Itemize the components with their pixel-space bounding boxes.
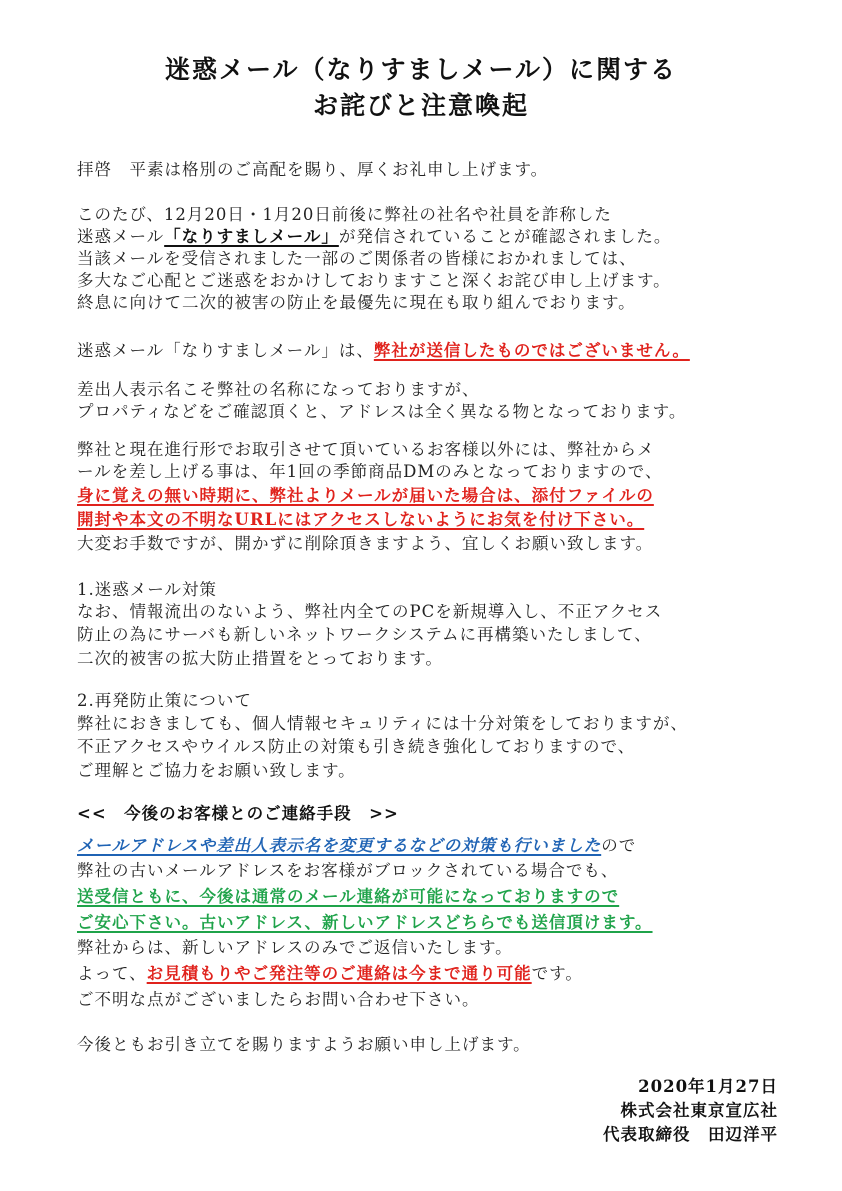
para1-line-2 [77,223,671,247]
para1-line-5: 終息に向けて二次的被害の防止を最優先に現在も取り組んでおります。 [77,293,636,312]
signature-date: 2020年1月27日 [638,1077,778,1096]
contact-l6-pre: よって、 [77,964,147,983]
not-sent-by-us-warning: 弊社が送信したものではございません。 [373,341,690,360]
contact-l6-post: です。 [531,964,583,983]
para3-line-1: 差出人表示名こそ弊社の名称になっておりますが、 [77,380,480,399]
contact-line-5: 弊社からは、新しいアドレスのみでご返信いたします。 [77,938,513,957]
contact-green-line-1: 送受信ともに、今後は通常のメール連絡が可能になっておりますので [77,887,620,906]
contact-green-line-2: ご安心下さい。古いアドレス、新しいアドレスどちらでも送信頂けます。 [77,913,653,932]
para1-line-4: 多大なご心配とご迷惑をおかけしておりますこと深くお詫び申し上げます。 [77,271,671,290]
quote-order-contact-ok: お見積もりやご発注等のご連絡は今まで通り可能 [146,964,532,983]
para3-line-2: プロパティなどをご確認頂くと、アドレスは全く異なる物となっております。 [77,402,687,421]
contact-line-2: 弊社の古いメールアドレスをお客様がブロックされている場合でも、 [77,861,619,880]
section1-line-1: なお、情報流出のないよう、弊社内全てのPCを新規導入し、不正アクセス [77,602,663,621]
para1-l2-post: が発信されていることが確認されました。 [338,227,672,246]
section2-line-1: 弊社におきましても、個人情報セキュリティには十分対策をしておりますが、 [77,714,688,733]
greeting: 拝啓 平素は格別のご高配を賜り、厚くお礼申し上げます。 [77,160,549,179]
para4-line-2: ールを差し上げる事は、年1回の季節商品DMのみとなっておりますので、 [77,462,663,481]
para1-line-1: このたび、12月20日・1月20日前後に弊社の社名や社員を詐称した [77,205,612,224]
para2-line [77,337,690,361]
para4-warning-line-2: 開封や本文の不明なURLにはアクセスしないようにお気を付け下さい。 [77,510,645,529]
spoof-mail-term: 「なりすましメール」 [164,227,339,246]
para1-line-3: 当該メールを受信されました一部のご関係者の皆様におかれましては、 [77,249,637,268]
section2-heading: 2.再発防止策について [77,691,252,710]
section1-heading: 1.迷惑メール対策 [77,580,217,599]
contact-line-6 [77,960,583,984]
para4-line-1: 弊社と現在進行形でお取引させて頂いているお客様以外には、弊社からメ [77,440,655,459]
signature-company: 株式会社東京宣広社 [620,1101,778,1120]
section2-line-2: 不正アクセスやウイルス防止の対策も引き続き強化しておりますので、 [77,737,636,756]
title-line-1: 迷惑メール（なりすましメール）に関する [164,55,677,84]
address-change-notice: メールアドレスや差出人表示名を変更するなどの対策も行いました [77,836,602,855]
para4-warning-line-1: 身に覚えの無い時期に、弊社よりメールが届いた場合は、添付ファイルの [77,486,654,505]
para2-pre: 迷惑メール「なりすましメール」は、 [77,341,374,360]
contact-line-7: ご不明な点がございましたらお問い合わせ下さい。 [77,990,480,1009]
closing: 今後ともお引き立てを賜りますようお願い申し上げます。 [77,1035,531,1054]
section1-line-3: 二次的被害の拡大防止措置をとっております。 [77,649,443,668]
section2-line-3: ご理解とご協力をお願い致します。 [77,761,356,780]
contact-heading: << 今後のお客様とのご連絡手段 >> [77,804,399,823]
contact-line-1 [77,832,636,856]
contact-l1-post: ので [601,836,637,855]
para1-l2-pre: 迷惑メール [77,227,165,246]
para4-line-5: 大変お手数ですが、開かずに削除頂きますよう、宜しくお願い致します。 [77,534,654,553]
section1-line-2: 防止の為にサーバも新しいネットワークシステムに再構築いたしまして、 [77,625,652,644]
signature-representative: 代表取締役 田辺洋平 [603,1125,778,1144]
title-line-2: お詫びと注意喚起 [312,91,529,120]
